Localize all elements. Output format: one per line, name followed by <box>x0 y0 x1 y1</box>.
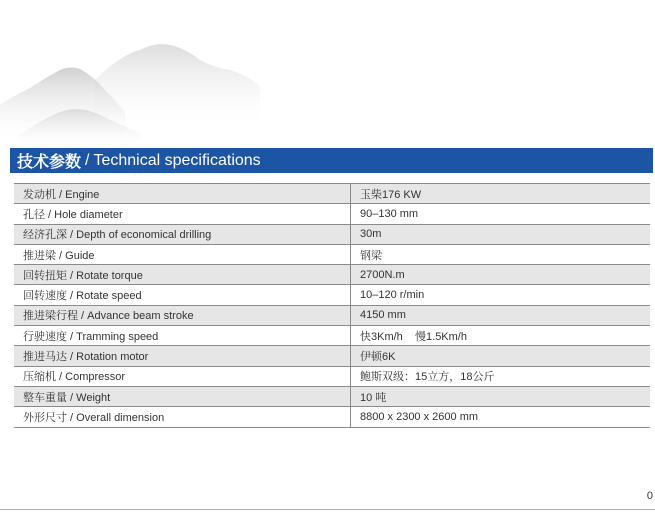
table-row <box>14 244 650 264</box>
spec-value: 伊顿6K <box>351 346 651 366</box>
table-row <box>14 224 650 244</box>
table-row <box>14 285 650 305</box>
page-number: 0 <box>646 490 653 502</box>
spec-value: 玉柴176 KW <box>351 184 651 204</box>
section-title-english: Technical specifications <box>93 151 261 169</box>
spec-value: 快3Km/h 慢1.5Km/h <box>351 326 651 346</box>
table-row <box>14 265 650 285</box>
table-row <box>14 407 650 427</box>
table-row <box>14 346 650 366</box>
spec-label: 外形尺寸 / Overall dimension <box>14 407 351 427</box>
section-title-bar <box>10 148 653 173</box>
spec-label: 孔径 / Hole diameter <box>14 204 351 224</box>
spec-label: 整车重量 / Weight <box>14 386 351 406</box>
spec-label: 行驶速度 / Tramming speed <box>14 326 351 346</box>
decorative-mountain-ink-painting <box>0 0 655 150</box>
spec-value: 钢梁 <box>351 244 651 264</box>
section-title-chinese: 技术参数 <box>17 154 82 171</box>
spec-value: 2700N.m <box>351 265 651 285</box>
spec-value: 8800 x 2300 x 2600 mm <box>351 407 651 427</box>
table-row <box>14 366 650 386</box>
spec-value: 10 吨 <box>351 386 651 406</box>
spec-value: 30m <box>351 224 651 244</box>
spec-label: 回转扭矩 / Rotate torque <box>14 265 351 285</box>
spec-value: 90–130 mm <box>351 204 651 224</box>
spec-label: 回转速度 / Rotate speed <box>14 285 351 305</box>
specifications-table <box>14 183 650 428</box>
table-row <box>14 184 650 204</box>
spec-label: 推进马达 / Rotation motor <box>14 346 351 366</box>
page-bottom-divider <box>0 509 655 510</box>
spec-value: 鲍斯双级：15立方，18公斤 <box>351 366 651 386</box>
table-row <box>14 326 650 346</box>
spec-label: 推进梁 / Guide <box>14 244 351 264</box>
spec-value: 10–120 r/min <box>351 285 651 305</box>
section-title-separator: / <box>85 151 90 169</box>
spec-label: 推进梁行程 / Advance beam stroke <box>14 305 351 325</box>
table-row <box>14 204 650 224</box>
table-row <box>14 386 650 406</box>
spec-label: 经济孔深 / Depth of economical drilling <box>14 224 351 244</box>
spec-label: 发动机 / Engine <box>14 184 351 204</box>
spec-value: 4150 mm <box>351 305 651 325</box>
table-row <box>14 305 650 325</box>
spec-label: 压缩机 / Compressor <box>14 366 351 386</box>
